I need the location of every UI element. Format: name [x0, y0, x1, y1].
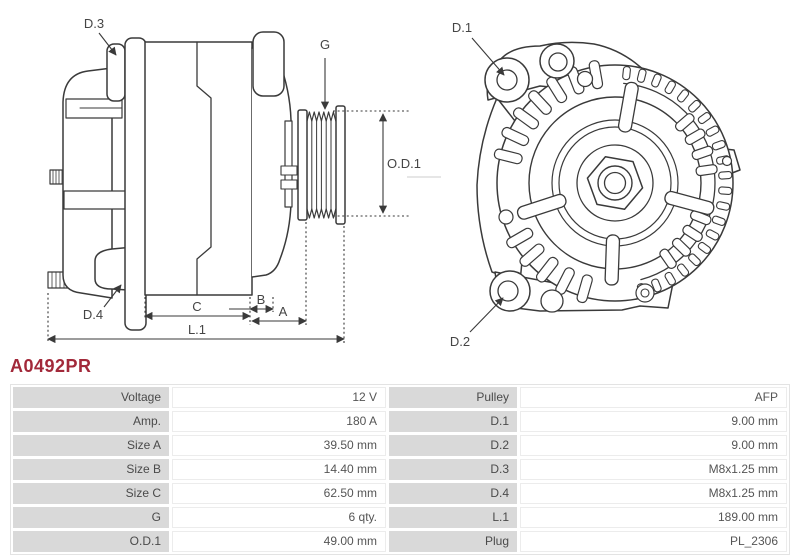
spec-value: 189.00 mm: [520, 507, 787, 528]
spec-label: Plug: [389, 531, 517, 552]
alternator-side-view: [48, 32, 345, 330]
shaft-hex-nut: [577, 145, 653, 221]
stator-body: [145, 42, 252, 295]
spec-table: [10, 384, 790, 555]
spec-value: M8x1.25 mm: [520, 483, 787, 504]
shaft-flange: [285, 121, 292, 207]
spec-label: L.1: [389, 507, 517, 528]
spec-value: 62.50 mm: [172, 483, 386, 504]
spec-value: 49.00 mm: [172, 531, 386, 552]
spec-value: 9.00 mm: [520, 435, 787, 456]
alternator-front-view: [477, 42, 740, 312]
top-mounting-ear: [107, 44, 125, 101]
label-d2: D.2: [449, 334, 471, 349]
label-a: A: [278, 304, 288, 319]
spec-value: 12 V: [172, 387, 386, 408]
shaft-tab-top: [281, 166, 297, 175]
spec-value: 180 A: [172, 411, 386, 432]
spec-label: Pulley: [389, 387, 517, 408]
spec-label: D.3: [389, 459, 517, 480]
spec-value: M8x1.25 mm: [520, 459, 787, 480]
spec-label: D.2: [389, 435, 517, 456]
pulley: [298, 106, 345, 224]
spec-value: AFP: [520, 387, 787, 408]
spec-label: O.D.1: [13, 531, 169, 552]
d2-arrow: [470, 298, 503, 332]
spec-label: Size C: [13, 483, 169, 504]
label-b: B: [256, 292, 266, 307]
spec-label: D.4: [389, 483, 517, 504]
front-view-labels: [450, 20, 472, 349]
spec-value: PL_2306: [520, 531, 787, 552]
rear-lug: [253, 32, 284, 96]
spec-value: 39.50 mm: [172, 435, 386, 456]
spec-label: Size B: [13, 459, 169, 480]
d2-hole: [498, 281, 518, 301]
spec-value: 9.00 mm: [520, 411, 787, 432]
spec-label: Amp.: [13, 411, 169, 432]
label-g: G: [319, 37, 331, 52]
label-l1: L.1: [187, 322, 207, 337]
shaft-tab-bottom: [281, 180, 297, 189]
label-od1: O.D.1: [387, 156, 421, 171]
part-number: A0492PR: [10, 356, 92, 376]
label-d4: D.4: [82, 307, 104, 322]
spec-label: G: [13, 507, 169, 528]
label-d3: D.3: [83, 16, 105, 31]
d1-hole: [497, 70, 517, 90]
spec-label: Size A: [13, 435, 169, 456]
spec-value: 6 qty.: [172, 507, 386, 528]
label-c: C: [192, 299, 202, 314]
mounting-flange: [125, 38, 146, 330]
spec-label: D.1: [389, 411, 517, 432]
spec-label: Voltage: [13, 387, 169, 408]
label-d1: D.1: [451, 20, 473, 35]
spec-value: 14.40 mm: [172, 459, 386, 480]
